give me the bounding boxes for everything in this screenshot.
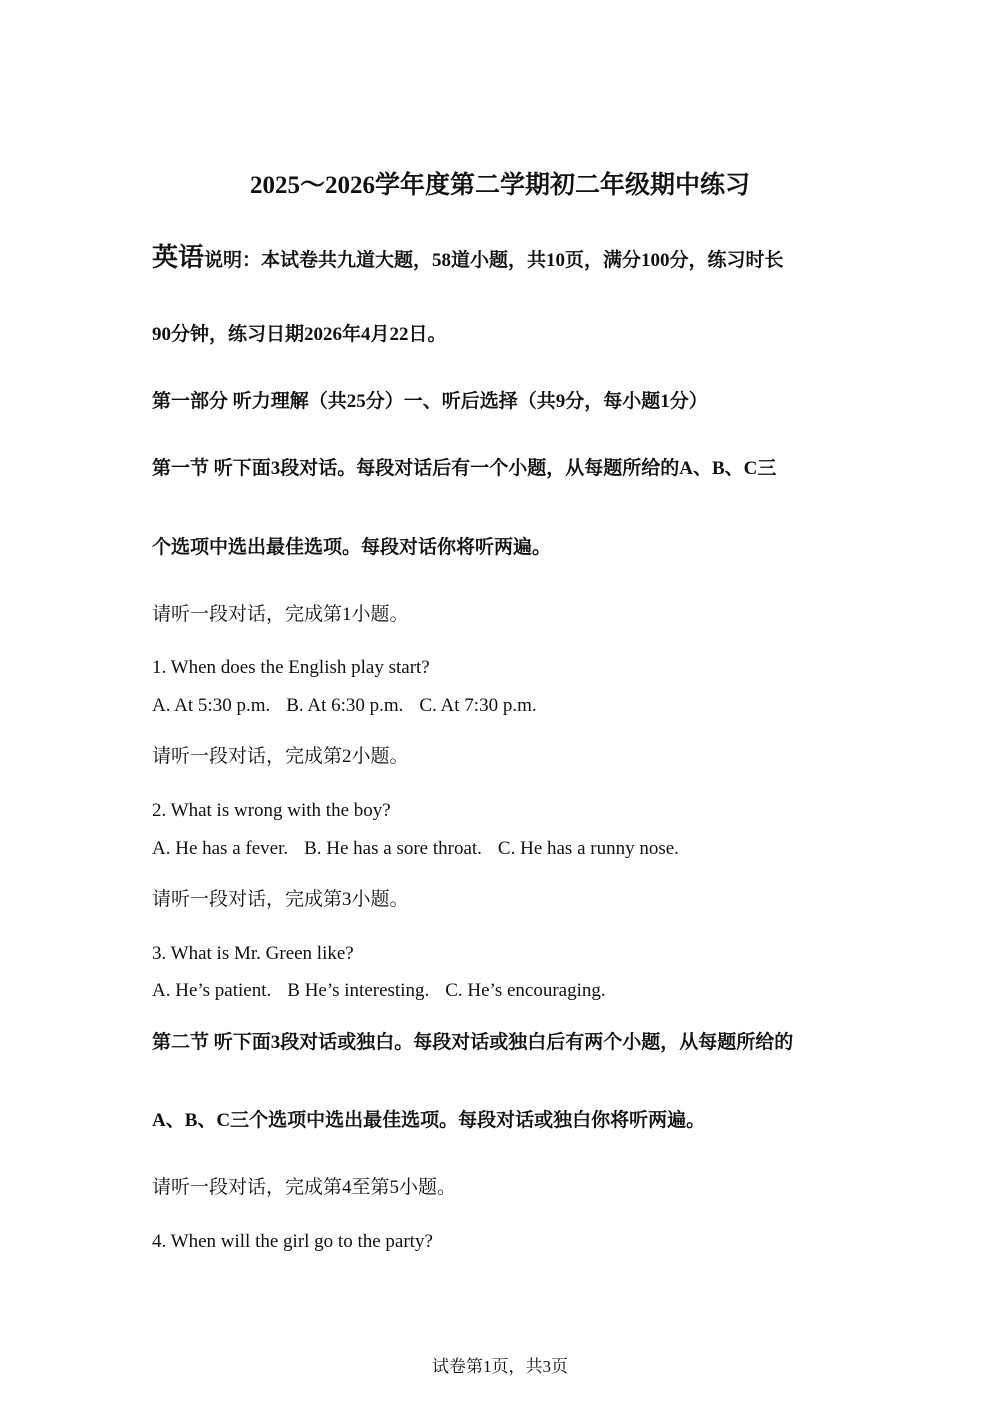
- page-number-footer: 试卷第1页，共3页: [432, 1357, 568, 1376]
- option-a: A. He has a fever.: [152, 838, 289, 859]
- question-2: 2. What is wrong with the boy?: [152, 800, 391, 821]
- question-1-options: [152, 694, 537, 718]
- exam-instructions: [152, 243, 784, 276]
- option-b: B. At 6:30 p.m.: [286, 695, 404, 716]
- listening-prompt-1: 请听一段对话，完成第1小题。: [152, 604, 409, 625]
- question-3: 3. What is Mr. Green like?: [152, 943, 354, 964]
- listening-prompt-2: 请听一段对话，完成第2小题。: [152, 746, 409, 767]
- section-one-heading-line-1: 第一节 听下面3段对话。每段对话后有一个小题，从每题所给的A、B、C三: [152, 458, 777, 479]
- subject-label: 英语: [152, 243, 205, 272]
- page-title: 2025～2026学年度第二学期初二年级期中练习: [249, 172, 750, 199]
- question-1: 1. When does the English play start?: [152, 657, 430, 678]
- section-one-heading-line-2: 个选项中选出最佳选项。每段对话你将听两遍。: [152, 537, 552, 558]
- section-two-heading-line-2: A、B、C三个选项中选出最佳选项。每段对话或独白你将听两遍。: [152, 1110, 706, 1131]
- question-2-options: [152, 837, 679, 861]
- option-a: A. At 5:30 p.m.: [152, 695, 271, 716]
- option-b: B. He has a sore throat.: [304, 838, 482, 859]
- option-a: A. He’s patient.: [152, 980, 272, 1001]
- option-c: C. He has a runny nose.: [497, 838, 679, 859]
- instructions-line-1: 说明：本试卷共九道大题，58道小题，共10页，满分100分，练习时长: [204, 250, 784, 271]
- instructions-line-2: 90分钟，练习日期2026年4月22日。: [152, 324, 447, 345]
- option-c: C. At 7:30 p.m.: [419, 695, 537, 716]
- listening-prompt-4: 请听一段对话，完成第4至第5小题。: [152, 1177, 457, 1198]
- listening-prompt-3: 请听一段对话，完成第3小题。: [152, 889, 409, 910]
- option-c: C. He’s encouraging.: [445, 980, 606, 1001]
- option-b: B He’s interesting.: [287, 980, 430, 1001]
- part-one-heading: 第一部分 听力理解（共25分）一、听后选择（共9分，每小题1分）: [152, 391, 708, 412]
- question-3-options: [152, 979, 606, 1003]
- question-4: 4. When will the girl go to the party?: [152, 1231, 433, 1252]
- section-two-heading-line-1: 第二节 听下面3段对话或独白。每段对话或独白后有两个小题，从每题所给的: [152, 1032, 794, 1053]
